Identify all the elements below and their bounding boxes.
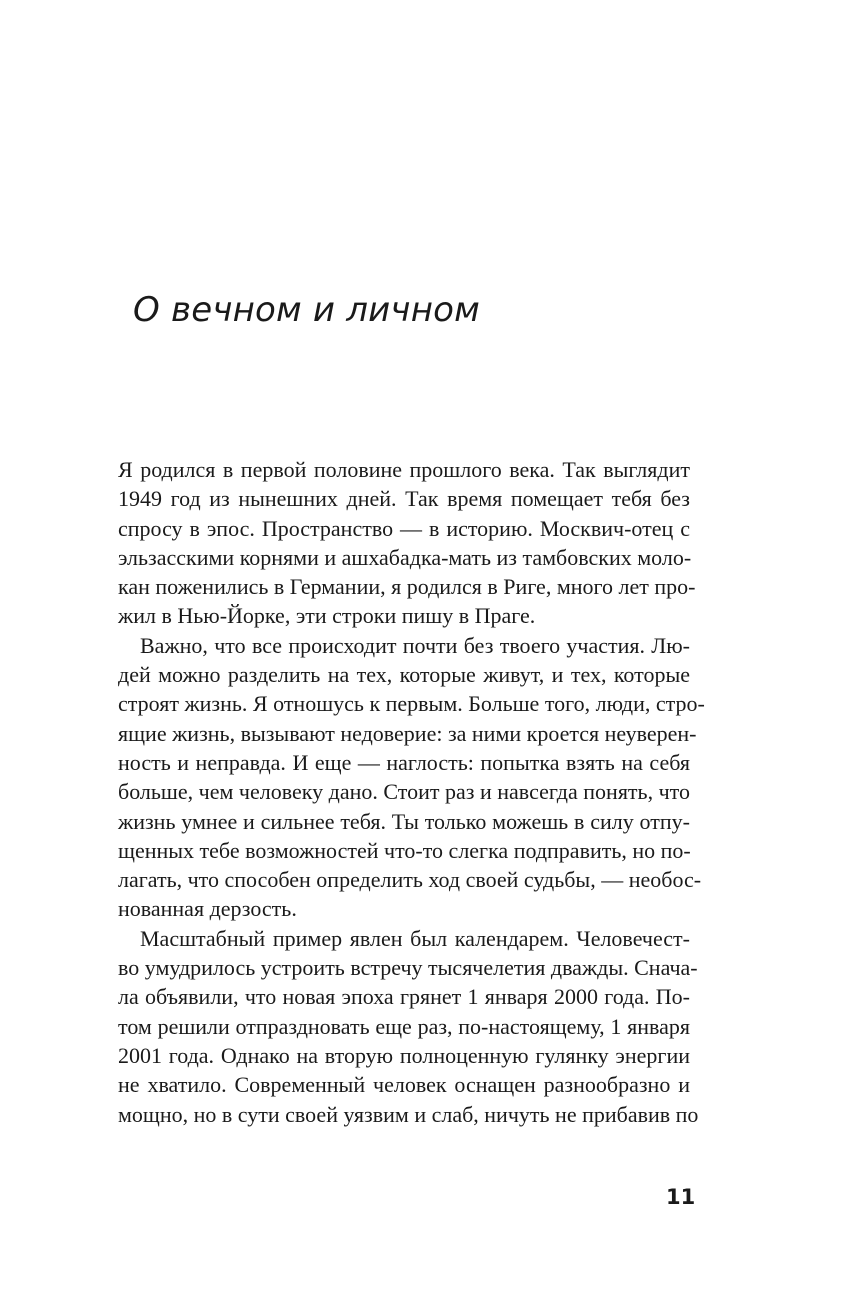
body-text	[118, 455, 705, 1129]
text-line: 2001 года. Однако на вторую полноценную гулянку энергии	[118, 1042, 690, 1068]
text-line: 1949 год из нынешних дней. Так время помещает тебя без	[118, 486, 690, 512]
text-line: Я родился в первой половине прошлого века. Так выглядит	[118, 457, 690, 482]
text-line: эльзасскими корнями и ашхабадка-мать из тамбовских моло-	[118, 544, 692, 570]
text-line: лагать, что способен определить ход своей судьбы, — необос-	[118, 867, 702, 893]
text-line: ла объявили, что новая эпоха грянет 1 января 2000 года. По-	[118, 984, 690, 1010]
text-line: не хватило. Современный человек оснащен разнообразно и	[118, 1072, 690, 1098]
text-line: кан поженились в Германии, я родился в Риге, много лет про-	[118, 574, 696, 600]
text-line: жизнь умнее и сильнее тебя. Ты только можешь в силу отпу-	[118, 808, 690, 834]
text-line: щенных тебе возможностей что-то слегка подправить, но по-	[118, 837, 691, 863]
chapter-title: О вечном и личном	[133, 290, 481, 330]
text-line: строят жизнь. Я отношусь к первым. Больше того, люди, стро-	[118, 691, 705, 717]
text-line: ящие жизнь, вызывают недоверие: за ними кроется неуверен-	[118, 720, 697, 746]
text-line: мощно, но в сути своей уязвим и слаб, ничуть не прибавив по	[118, 1101, 699, 1127]
text-line: спросу в эпос. Пространство — в историю. Москвич-отец с	[118, 515, 690, 541]
text-line: во умудрилось устроить встречу тысячелетия дважды. Снача-	[118, 955, 698, 981]
text-line: том решили отпраздновать еще раз, по-настоящему, 1 января	[118, 1013, 690, 1039]
text-line: ность и неправда. И еще — наглость: попытка взять на себя	[118, 749, 690, 775]
text-line: жил в Нью-Йорке, эти строки пишу в Праге.	[118, 603, 536, 629]
page-number: 11	[666, 1185, 696, 1209]
text-line: Важно, что все происходит почти без твоего участия. Лю-	[140, 632, 690, 658]
text-line: больше, чем человеку дано. Стоит раз и навсегда понять, что	[118, 779, 690, 805]
text-line: нованная дерзость.	[118, 896, 297, 922]
text-line: Масштабный пример явлен был календарем. Человечест-	[140, 925, 690, 951]
text-line: дей можно разделить на тех, которые живут, и тех, которые	[118, 662, 690, 688]
